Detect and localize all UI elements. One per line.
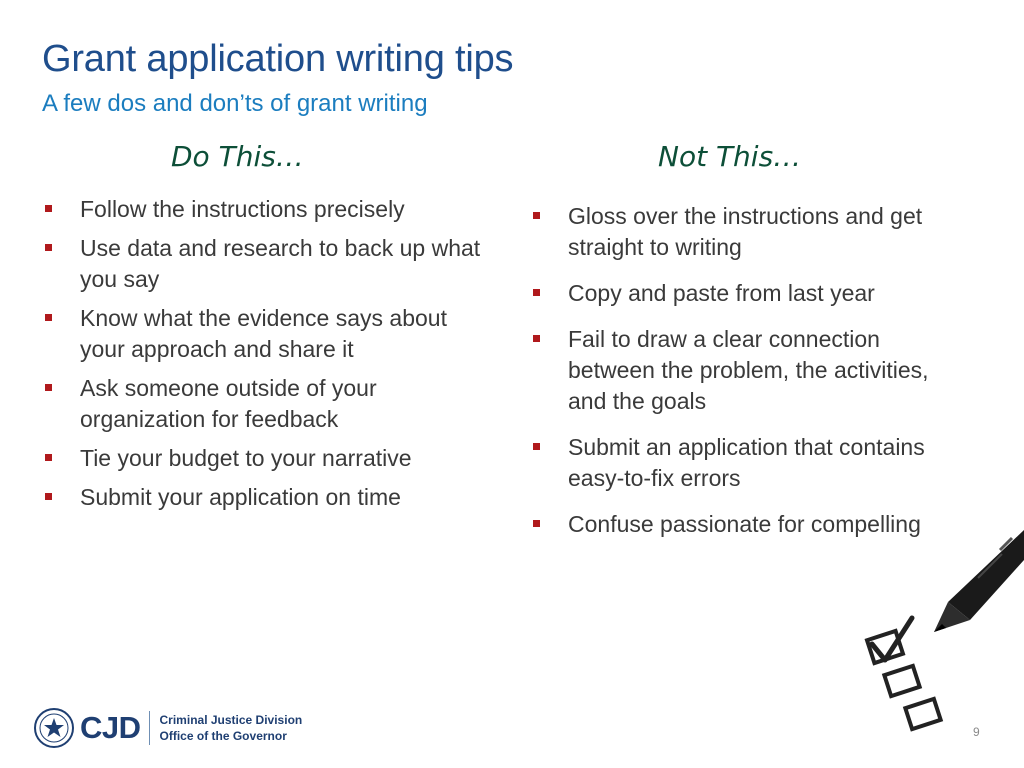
not-this-list	[530, 201, 940, 555]
square-bullet-icon	[533, 289, 540, 296]
cjd-logo	[34, 708, 302, 748]
org-name-line1: Criminal Justice Division	[159, 713, 303, 727]
square-bullet-icon	[533, 443, 540, 450]
list-item-text: Confuse passionate for compelling	[568, 511, 921, 537]
list-item	[42, 373, 482, 435]
slide-title: Grant application writing tips	[42, 38, 514, 80]
list-item-text: Submit an application that contains easy-to-fix errors	[568, 434, 925, 491]
logo-org-text	[160, 712, 303, 744]
square-bullet-icon	[45, 244, 52, 251]
square-bullet-icon	[45, 493, 52, 500]
list-item-text: Ask someone outside of your organization for feedback	[80, 375, 377, 432]
list-item-text: Copy and paste from last year	[568, 280, 875, 306]
empty-checkbox-icon	[905, 699, 940, 729]
org-name-line2: Office of the Governor	[159, 729, 287, 743]
square-bullet-icon	[533, 212, 540, 219]
list-item-text: Gloss over the instructions and get straight to writing	[568, 203, 923, 260]
square-bullet-icon	[533, 335, 540, 342]
do-this-heading: Do This…	[171, 140, 304, 173]
pen-icon	[934, 530, 1024, 632]
page-number: 9	[973, 725, 980, 739]
list-item-text: Know what the evidence says about your approach and share it	[80, 305, 447, 362]
list-item	[42, 443, 482, 474]
list-item	[530, 201, 940, 263]
pen-checklist-illustration	[850, 520, 1024, 740]
square-bullet-icon	[45, 384, 52, 391]
list-item	[530, 324, 940, 417]
list-item	[530, 432, 940, 494]
checked-box-icon	[867, 618, 912, 663]
empty-checkbox-icon	[884, 666, 919, 696]
list-item-text: Submit your application on time	[80, 484, 401, 510]
logo-divider	[149, 711, 150, 745]
do-this-list	[42, 194, 482, 521]
square-bullet-icon	[45, 314, 52, 321]
list-item-text: Tie your budget to your narrative	[80, 445, 412, 471]
list-item-text: Fail to draw a clear connection between the problem, the activities, and the goals	[568, 326, 929, 414]
list-item	[42, 303, 482, 365]
square-bullet-icon	[45, 205, 52, 212]
logo-letters: CJD	[80, 710, 141, 745]
list-item	[530, 278, 940, 309]
list-item	[42, 194, 482, 225]
list-item-text: Follow the instructions precisely	[80, 196, 405, 222]
not-this-heading: Not This…	[658, 140, 802, 173]
square-bullet-icon	[533, 520, 540, 527]
list-item	[42, 233, 482, 295]
list-item	[42, 482, 482, 513]
square-bullet-icon	[45, 454, 52, 461]
slide-subtitle: A few dos and don’ts of grant writing	[42, 90, 428, 117]
texas-seal-icon	[34, 708, 74, 748]
list-item-text: Use data and research to back up what you say	[80, 235, 481, 292]
